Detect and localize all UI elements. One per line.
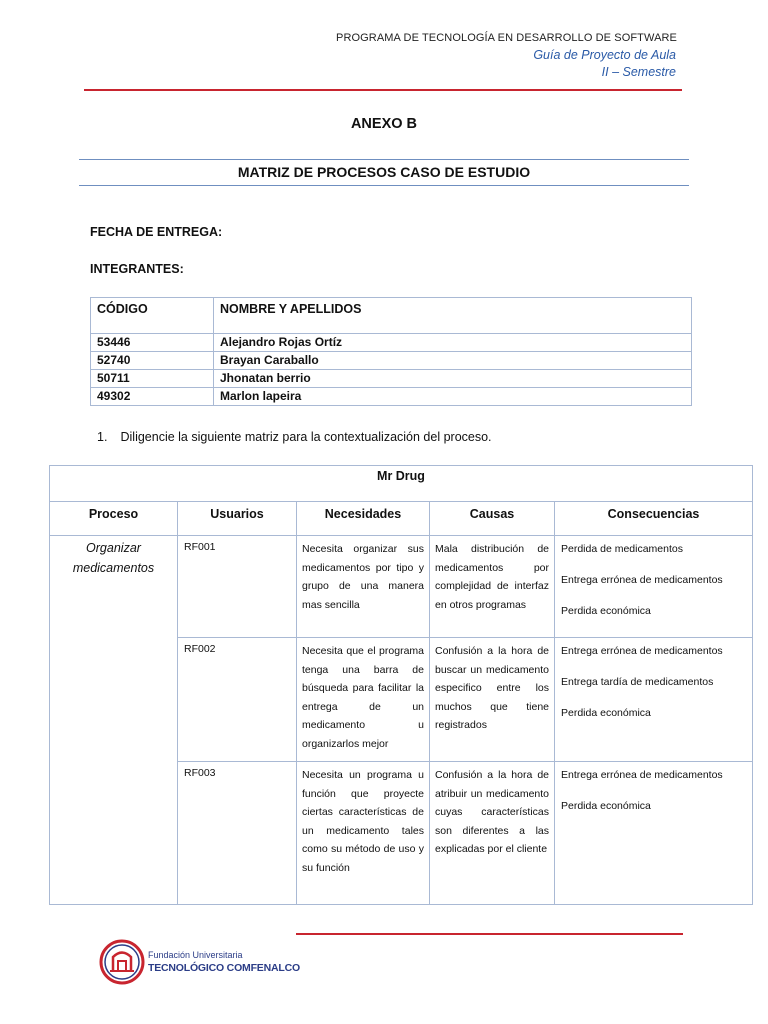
- consequences-cell: [555, 638, 753, 762]
- consequences-cell: [555, 536, 753, 638]
- institution-logo: [99, 939, 300, 987]
- logo-line-2: TECNOLÓGICO COMFENALCO: [148, 962, 300, 974]
- code-header: CÓDIGO: [91, 298, 214, 334]
- semester-label: II – Semestre: [601, 65, 676, 79]
- consequence-item: Entrega errónea de medicamentos: [561, 645, 723, 657]
- member-code: 53446: [91, 334, 214, 352]
- header-necesidades: Necesidades: [297, 502, 430, 536]
- consequence-item: Perdida de medicamentos: [561, 543, 683, 555]
- name-header: NOMBRE Y APELLIDOS: [214, 298, 692, 334]
- instruction-number: 1.: [97, 430, 108, 444]
- need-cell: Necesita un programa u función que proyecte ciertas características de un medicamento tales como su método de uso y su función: [297, 762, 430, 905]
- member-code: 52740: [91, 352, 214, 370]
- matrix-header-row: [50, 502, 753, 536]
- cause-cell: Confusión a la hora de buscar un medicamento especifico entre los muchos que tiene registrados: [430, 638, 555, 762]
- logo-line-1: Fundación Universitaria: [148, 950, 243, 960]
- instruction-text: Diligencie la siguiente matriz para la contextualización del proceso.: [120, 430, 492, 444]
- process-matrix: [49, 465, 753, 905]
- table-row: [91, 370, 692, 388]
- header-usuarios: Usuarios: [178, 502, 297, 536]
- consequences-cell: [555, 762, 753, 905]
- header-consecuencias: Consecuencias: [555, 502, 753, 536]
- annex-title: ANEXO B: [350, 116, 418, 132]
- member-name: Marlon lapeira: [214, 388, 692, 406]
- footer-divider: [296, 933, 683, 935]
- process-name: Organizar medicamentos: [50, 536, 178, 905]
- members-table-header: [91, 298, 692, 334]
- table-row: [91, 388, 692, 406]
- user-code: RF002: [178, 638, 297, 762]
- consequence-item: Perdida económica: [561, 605, 651, 617]
- matrix-heading: MATRIZ DE PROCESOS CASO DE ESTUDIO: [79, 159, 689, 186]
- need-cell: Necesita que el programa tenga una barra de búsqueda para facilitar la entrega de un medicamento u organizarlos mejor: [297, 638, 430, 762]
- member-name: Brayan Caraballo: [214, 352, 692, 370]
- table-row: [91, 352, 692, 370]
- table-row: [50, 536, 753, 638]
- user-code: RF003: [178, 762, 297, 905]
- consequence-item: Entrega errónea de medicamentos: [561, 574, 723, 586]
- program-title: PROGRAMA DE TECNOLOGÍA EN DESARROLLO DE SOFTWARE: [336, 32, 677, 44]
- members-table: [90, 297, 692, 406]
- need-cell: Necesita organizar sus medicamentos por tipo y grupo de una manera mas sencilla: [297, 536, 430, 638]
- instruction: [97, 430, 492, 444]
- cause-cell: Mala distribución de medicamentos por complejidad de interfaz en otros programas: [430, 536, 555, 638]
- header-proceso: Proceso: [50, 502, 178, 536]
- consequence-item: Entrega tardía de medicamentos: [561, 676, 714, 688]
- matrix-title: Mr Drug: [50, 466, 753, 502]
- logo-emblem-icon: [99, 939, 145, 985]
- consequence-item: Perdida económica: [561, 707, 651, 719]
- consequence-item: Perdida económica: [561, 800, 651, 812]
- member-code: 50711: [91, 370, 214, 388]
- delivery-date-label: FECHA DE ENTREGA:: [90, 225, 223, 239]
- header-causas: Causas: [430, 502, 555, 536]
- user-code: RF001: [178, 536, 297, 638]
- guide-title: Guía de Proyecto de Aula: [533, 48, 676, 62]
- members-label: INTEGRANTES:: [90, 262, 184, 276]
- member-name: Jhonatan berrio: [214, 370, 692, 388]
- member-name: Alejandro Rojas Ortíz: [214, 334, 692, 352]
- member-code: 49302: [91, 388, 214, 406]
- cause-cell: Confusión a la hora de atribuir un medicamento cuyas características son diferentes a las explicadas por el cliente: [430, 762, 555, 905]
- table-row: [91, 334, 692, 352]
- consequence-item: Entrega errónea de medicamentos: [561, 769, 723, 781]
- header-divider: [84, 89, 682, 91]
